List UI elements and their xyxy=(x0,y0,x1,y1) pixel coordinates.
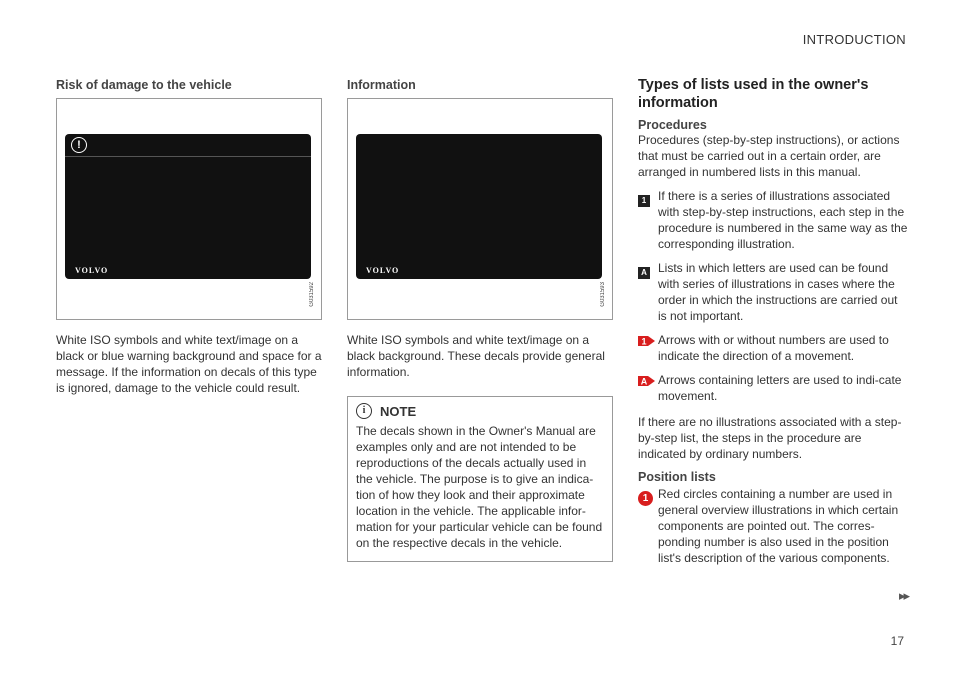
svg-text:1: 1 xyxy=(641,336,647,347)
list-item-text: Arrows containing letters are used to indi-cate movement. xyxy=(658,373,902,403)
risk-column xyxy=(56,78,322,396)
information-decal-image xyxy=(356,134,602,279)
black-square-letter-icon: A xyxy=(638,267,650,279)
info-description: White ISO symbols and white text/image on a black background. These decals provide general information. xyxy=(347,333,605,379)
no-illustrations-text: If there are no illustrations associated with a step-by-step list, the steps in the procedure are indicated by ordinary numbers. xyxy=(638,415,902,461)
list-item-text: Lists in which letters are used can be found with series of illustrations in cases where the order in which the instructions are carried out is not important. xyxy=(658,261,898,323)
note-box xyxy=(347,396,613,562)
info-column xyxy=(347,78,613,562)
volvo-logo: VOLVO xyxy=(366,266,400,275)
position-lists-title: Position lists xyxy=(638,470,716,484)
risk-description: White ISO symbols and white text/image on a black or blue warning background and space for a message. If the information on decals of this type is ignored, damage to the vehicle could result. xyxy=(56,333,322,395)
figure-code: G031592 xyxy=(309,282,315,307)
info-circle-icon: i xyxy=(356,403,372,419)
list-item-text: Red circles containing a number are used in general overview illustrations in which certain components are pointed out. The corres-ponding number is also used in the position list's description of the various components. xyxy=(658,487,899,565)
warning-decal-image xyxy=(65,134,311,279)
list-item-text: Arrows with or without numbers are used to indicate the direction of a movement. xyxy=(658,333,889,363)
header-section-title: INTRODUCTION xyxy=(802,32,906,47)
figure-code: G031593 xyxy=(600,282,606,307)
red-arrow-letter-icon xyxy=(638,374,656,388)
risk-title: Risk of damage to the vehicle xyxy=(56,78,232,92)
procedures-intro: Procedures (step-by-step instructions), or actions that must be carried out in a certain order, are arranged in numbered lists in this manual. xyxy=(638,133,900,179)
note-header xyxy=(356,403,604,419)
procedures-title: Procedures xyxy=(638,118,707,132)
list-item-text: If there is a series of illustrations associated with step-by-step instructions, each step in the procedure is numbered in the same way as the corresponding illustration. xyxy=(658,189,908,251)
info-title: Information xyxy=(347,78,416,92)
warning-icon: ! xyxy=(71,137,87,153)
svg-text:A: A xyxy=(640,376,648,387)
red-arrow-number-icon xyxy=(638,334,656,348)
next-page-arrows-icon[interactable]: ▸▸ xyxy=(898,588,908,603)
list-item xyxy=(638,332,908,364)
note-title: NOTE xyxy=(380,403,417,419)
volvo-logo: VOLVO xyxy=(75,266,109,275)
red-circle-number-icon: 1 xyxy=(638,491,653,506)
list-item xyxy=(638,188,908,252)
black-square-number-icon: 1 xyxy=(638,195,650,207)
note-text: The decals shown in the Owner's Manual are examples only and are not intended to be reproductions of the decals actually used in the vehicle. The purpose is to give an indica-tion of how they look and their approximate location in the vehicle. The applicable infor-mation for your particular vehicle can be found on the respective decals in the vehicle. xyxy=(356,424,603,550)
info-decal-figure xyxy=(347,98,613,320)
decal-divider xyxy=(65,156,311,157)
page-number: 17 xyxy=(890,634,904,648)
lists-title: Types of lists used in the owner's information xyxy=(638,77,869,111)
risk-decal-figure xyxy=(56,98,322,320)
list-item xyxy=(638,486,908,566)
list-item xyxy=(638,372,908,404)
list-item xyxy=(638,260,908,324)
lists-column xyxy=(638,76,908,566)
